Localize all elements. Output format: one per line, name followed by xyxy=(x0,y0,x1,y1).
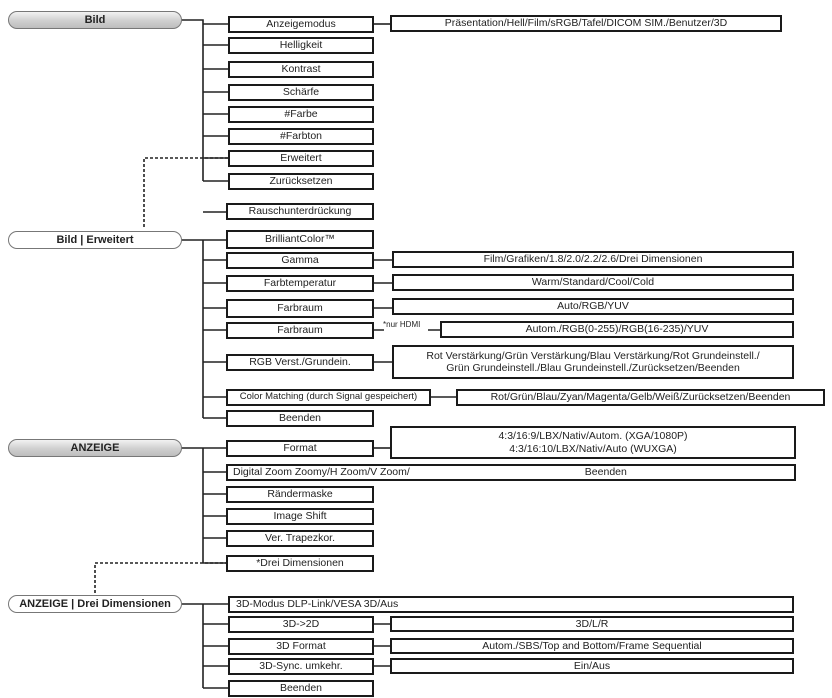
item-farbraum: Farbraum xyxy=(226,299,374,318)
digital-zoom-options: Beenden xyxy=(584,466,627,479)
digital-zoom-label: Digital Zoom Zoomy/H Zoom/V Zoom/ xyxy=(233,466,410,479)
item-brilliantcolor: BrilliantColor™ xyxy=(226,230,374,249)
item-anzeigemodus: Anzeigemodus xyxy=(228,16,374,33)
item-3d-modus xyxy=(228,596,794,613)
item-rgb-verst-grundein: RGB Verst./Grundein. xyxy=(226,354,374,371)
hdmi-note: *nur HDMI xyxy=(383,320,421,329)
options-3d-sync: Ein/Aus xyxy=(390,658,794,674)
section-bild-erweitert: Bild | Erweitert xyxy=(8,231,182,249)
item-gamma: Gamma xyxy=(226,252,374,269)
item-kontrast: Kontrast xyxy=(228,61,374,78)
item-color-matching: Color Matching (durch Signal gespeichert) xyxy=(226,389,431,406)
section-anzeige-drei-dimensionen: ANZEIGE | Drei Dimensionen xyxy=(8,595,182,613)
options-format-line-1: 4:3/16:9/LBX/Nativ/Autom. (XGA/1080P) xyxy=(498,430,688,443)
options-color-matching: Rot/Grün/Blau/Zyan/Magenta/Gelb/Weiß/Zurücksetzen/Beenden xyxy=(456,389,825,406)
item-digital-zoom xyxy=(226,464,796,481)
item-drei-dimensionen: *Drei Dimensionen xyxy=(226,555,374,572)
item-3d-to-2d: 3D->2D xyxy=(228,616,374,633)
options-format-line-2: 4:3/16:10/LBX/Nativ/Auto (WUXGA) xyxy=(509,442,677,455)
item-3d-sync: 3D-Sync. umkehr. xyxy=(228,658,374,675)
3d-modus-label: 3D-Modus DLP-Link/VESA 3D/Aus xyxy=(236,598,399,611)
options-farbraum-hdmi: Autom./RGB(0-255)/RGB(16-235)/YUV xyxy=(440,321,794,338)
item-image-shift: Image Shift xyxy=(226,508,374,525)
options-farbtemperatur: Warm/Standard/Cool/Cold xyxy=(392,274,794,291)
item-farbe: #Farbe xyxy=(228,106,374,123)
options-3d-to-2d: 3D/L/R xyxy=(390,616,794,632)
options-anzeigemodus: Präsentation/Hell/Film/sRGB/Tafel/DICOM SIM./Benutzer/3D xyxy=(390,15,782,32)
item-schaerfe: Schärfe xyxy=(228,84,374,101)
item-raendermaske: Rändermaske xyxy=(226,486,374,503)
options-rgb-line-2: Grün Grundeinstell./Blau Grundeinstell./Zurücksetzen/Beenden xyxy=(446,362,740,374)
item-erweitert: Erweitert xyxy=(228,150,374,167)
item-beenden-3d: Beenden xyxy=(228,680,374,697)
item-farbton: #Farbton xyxy=(228,128,374,145)
item-3d-format: 3D Format xyxy=(228,638,374,655)
item-zuruecksetzen: Zurücksetzen xyxy=(228,173,374,190)
item-helligkeit: Helligkeit xyxy=(228,37,374,54)
options-format xyxy=(390,426,796,459)
section-bild: Bild xyxy=(8,11,182,29)
item-beenden-erweitert: Beenden xyxy=(226,410,374,427)
options-rgb-line-1: Rot Verstärkung/Grün Verstärkung/Blau Verstärkung/Rot Grundeinstell./ xyxy=(426,349,760,362)
item-rauschunterdrueckung: Rauschunterdrückung xyxy=(226,203,374,220)
options-gamma: Film/Grafiken/1.8/2.0/2.2/2.6/Drei Dimensionen xyxy=(392,251,794,268)
options-farbraum: Auto/RGB/YUV xyxy=(392,298,794,315)
section-anzeige: ANZEIGE xyxy=(8,439,182,457)
item-format: Format xyxy=(226,440,374,457)
options-3d-format: Autom./SBS/Top and Bottom/Frame Sequential xyxy=(390,638,794,654)
item-farbtemperatur: Farbtemperatur xyxy=(226,275,374,292)
item-ver-trapezkor: Ver. Trapezkor. xyxy=(226,530,374,547)
options-rgb-verst-grundein xyxy=(392,345,794,379)
item-farbraum-hdmi: Farbraum xyxy=(226,322,374,339)
